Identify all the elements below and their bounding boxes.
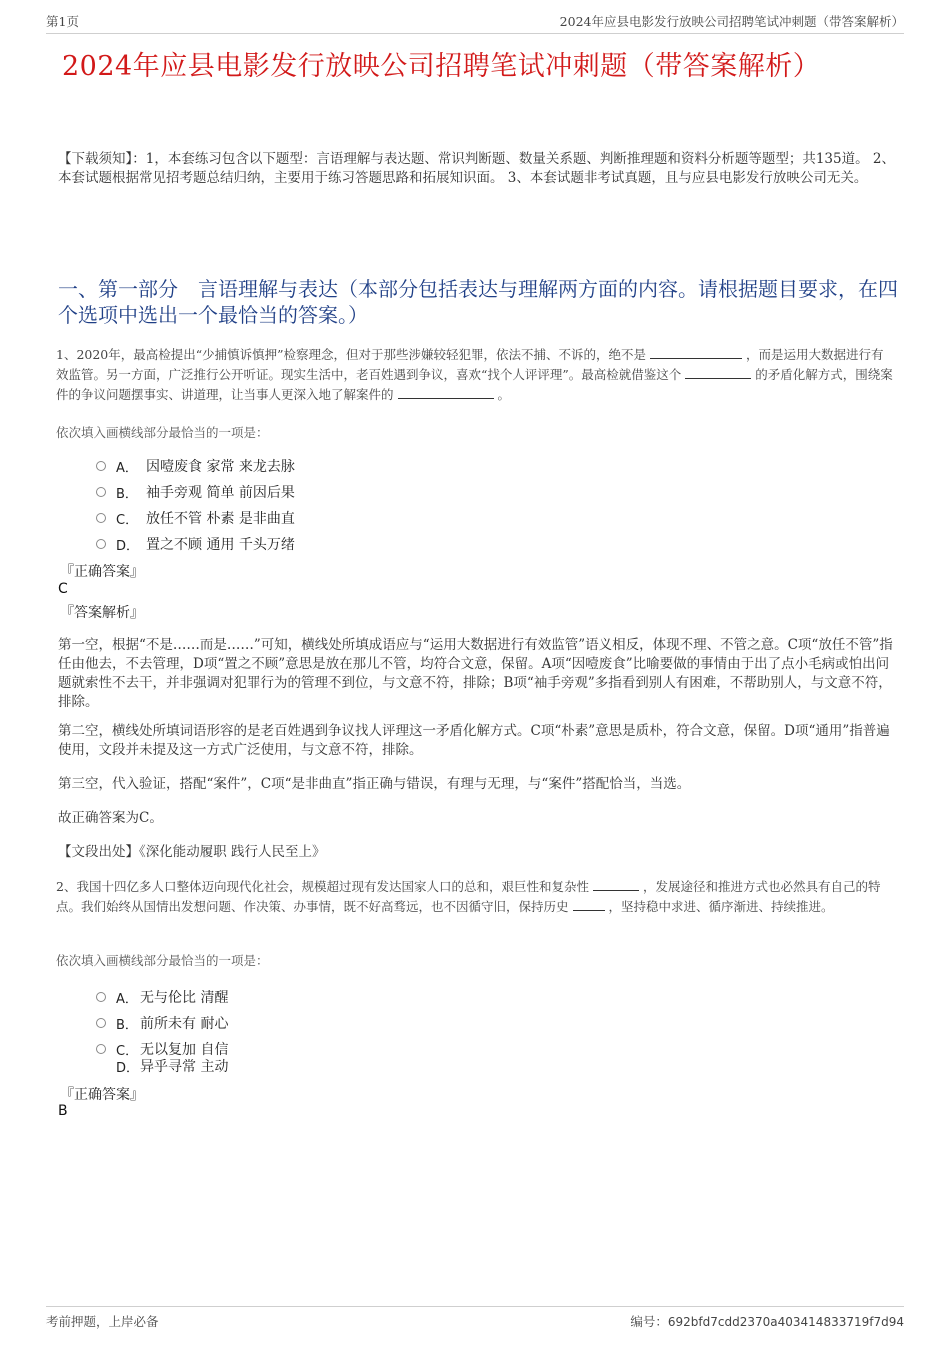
option-text: 前所未有 耐心 bbox=[140, 1016, 229, 1032]
q1-analysis-label: 『答案解析』 bbox=[60, 605, 144, 621]
q2-instruction: 依次填入画横线部分最恰当的一项是： bbox=[56, 953, 269, 968]
q1-analysis-paragraph-1: 第一空，根据“不是……而是……”可知，横线处所填成语应与“运用大数据进行有效监管”语义相反，体现不理、不管之意。C项“放任不管”指任由他去，不去管理，D项“置之不顾”意思是放在那儿不管，均符合文意，保留。A项“因噎废食”比喻要做的事情由于出了点小毛病或怕出问题就索性不去干，并非强调对犯罪行为的管理不到位，与文意不符，排除；B项“袖手旁观”多指看到别人有困难，不帮助别人，与文意不符，排除。 bbox=[58, 637, 893, 710]
header-doc-title: 2024年应县电影发行放映公司招聘笔试冲刺题（带答案解析） bbox=[559, 14, 904, 29]
q2-option-a[interactable] bbox=[96, 987, 228, 1007]
q2-option-d[interactable] bbox=[96, 1056, 228, 1076]
radio-icon[interactable] bbox=[96, 487, 106, 497]
radio-icon[interactable] bbox=[96, 1018, 106, 1028]
footer-code-value: 692bfd7cdd2370a403414833719f7d94 bbox=[667, 1315, 904, 1329]
option-text: 因噎废食 家常 来龙去脉 bbox=[146, 459, 295, 475]
q1-analysis-paragraph-3: 第三空，代入验证，搭配“案件”，C项“是非曲直”指正确与错误，有理与无理，与“案件”搭配恰当，当选。 bbox=[58, 776, 691, 792]
q2-blank-2 bbox=[573, 898, 605, 911]
option-letter: B． bbox=[116, 1017, 138, 1033]
option-text: 置之不顾 通用 千头万绪 bbox=[146, 537, 295, 553]
q1-option-b[interactable] bbox=[96, 482, 295, 502]
q2-stem-part-1: 2、我国十四亿多人口整体迈向现代化社会，规模超过现有发达国家人口的总和，艰巨性和复杂性 bbox=[56, 879, 589, 894]
q1-blank-3 bbox=[398, 386, 494, 399]
radio-icon[interactable] bbox=[96, 513, 106, 523]
option-text: 无与伦比 清醒 bbox=[140, 990, 229, 1006]
question-1-stem bbox=[56, 345, 896, 405]
option-letter: C． bbox=[116, 1043, 139, 1059]
option-text: 异乎寻常 主动 bbox=[140, 1059, 229, 1075]
option-letter: B． bbox=[116, 486, 138, 502]
q1-stem-part-4: 。 bbox=[497, 387, 510, 402]
option-text: 放任不管 朴素 是非曲直 bbox=[146, 511, 295, 527]
q1-stem-part-1: 1、2020年，最高检提出“少捕慎诉慎押”检察理念，但对于那些涉嫌较轻犯罪，依法不捕、不诉的，绝不是 bbox=[56, 347, 647, 362]
q1-source: 【文段出处】《深化能动履职 践行人民至上》 bbox=[58, 844, 326, 860]
q1-option-c[interactable] bbox=[96, 508, 295, 528]
q1-answer-label: 『正确答案』 bbox=[60, 564, 144, 580]
download-notice: 【下载须知】：1，本套练习包含以下题型：言语理解与表达题、常识判断题、数量关系题、判断推理题和资料分析题等题型；共135道。 2、本套试题根据常见招考题总结归纳，主要用于练习答题思路和拓展知识面。 3、本套试题非考试真题，且与应县电影发行放映公司无关。 bbox=[58, 151, 895, 186]
q2-stem-part-2: ，发展途径和推进方式也必然具有自己的特点。我们始终从国情出发想问题、作决策、办事情，既不好高骛远，也不因循守旧，保持历史 bbox=[56, 879, 881, 914]
q1-stem-part-2: ，而是运用大数据进行有效监管。另一方面，广泛推行公开听证。现实生活中，老百姓遇到争议，喜欢“找个人评评理”。最高检就借鉴这个 bbox=[56, 347, 884, 382]
q2-blank-1 bbox=[593, 878, 639, 891]
q2-option-b[interactable] bbox=[96, 1013, 228, 1033]
option-letter: D． bbox=[116, 538, 140, 554]
page-number: 第1页 bbox=[46, 14, 79, 29]
option-letter: D． bbox=[116, 1060, 140, 1076]
q1-analysis-paragraph-2: 第二空，横线处所填词语形容的是老百姓遇到争议找人评理这一矛盾化解方式。C项“朴素”意思是质朴，符合文意，保留。D项“通用”指普遍使用，文段并未提及这一方式广泛使用，与文意不符，排除。 bbox=[58, 723, 890, 758]
radio-icon[interactable] bbox=[96, 539, 106, 549]
radio-icon[interactable] bbox=[96, 992, 106, 1002]
q1-blank-2 bbox=[685, 366, 751, 379]
section-title: 一、第一部分 言语理解与表达（本部分包括表达与理解两方面的内容。请根据题目要求，在四个选项中选出一个最恰当的答案。） bbox=[58, 277, 898, 327]
page-header bbox=[46, 12, 904, 34]
option-letter: A． bbox=[116, 460, 138, 476]
q2-stem-part-3: ，坚持稳中求进、循序渐进、持续推进。 bbox=[608, 899, 834, 914]
q2-answer-label: 『正确答案』 bbox=[60, 1087, 144, 1103]
page-title: 2024年应县电影发行放映公司招聘笔试冲刺题（带答案解析） bbox=[62, 51, 821, 82]
q1-instruction: 依次填入画横线部分最恰当的一项是： bbox=[56, 425, 269, 440]
radio-icon[interactable] bbox=[96, 461, 106, 471]
q1-option-d[interactable] bbox=[96, 534, 295, 554]
q1-answer: C bbox=[58, 581, 68, 597]
q1-analysis-conclusion: 故正确答案为C。 bbox=[58, 810, 163, 826]
option-letter: A． bbox=[116, 991, 138, 1007]
q2-answer: B bbox=[58, 1103, 68, 1119]
footer-slogan: 考前押题，上岸必备 bbox=[46, 1314, 159, 1329]
footer-code bbox=[630, 1312, 904, 1330]
footer-code-label: 编号： bbox=[630, 1314, 668, 1329]
q1-blank-1 bbox=[650, 346, 742, 359]
q1-stem-part-3: 的矛盾化解方式，围绕案件的争议问题摆事实、讲道理，让当事人更深入地了解案件的 bbox=[56, 367, 893, 402]
page-footer bbox=[46, 1306, 904, 1330]
option-letter: C． bbox=[116, 512, 139, 528]
q1-option-a[interactable] bbox=[96, 456, 295, 476]
question-2-stem bbox=[56, 877, 896, 917]
option-text: 无以复加 自信 bbox=[140, 1042, 229, 1058]
radio-icon[interactable] bbox=[96, 1044, 106, 1054]
option-text: 袖手旁观 简单 前因后果 bbox=[146, 485, 295, 501]
